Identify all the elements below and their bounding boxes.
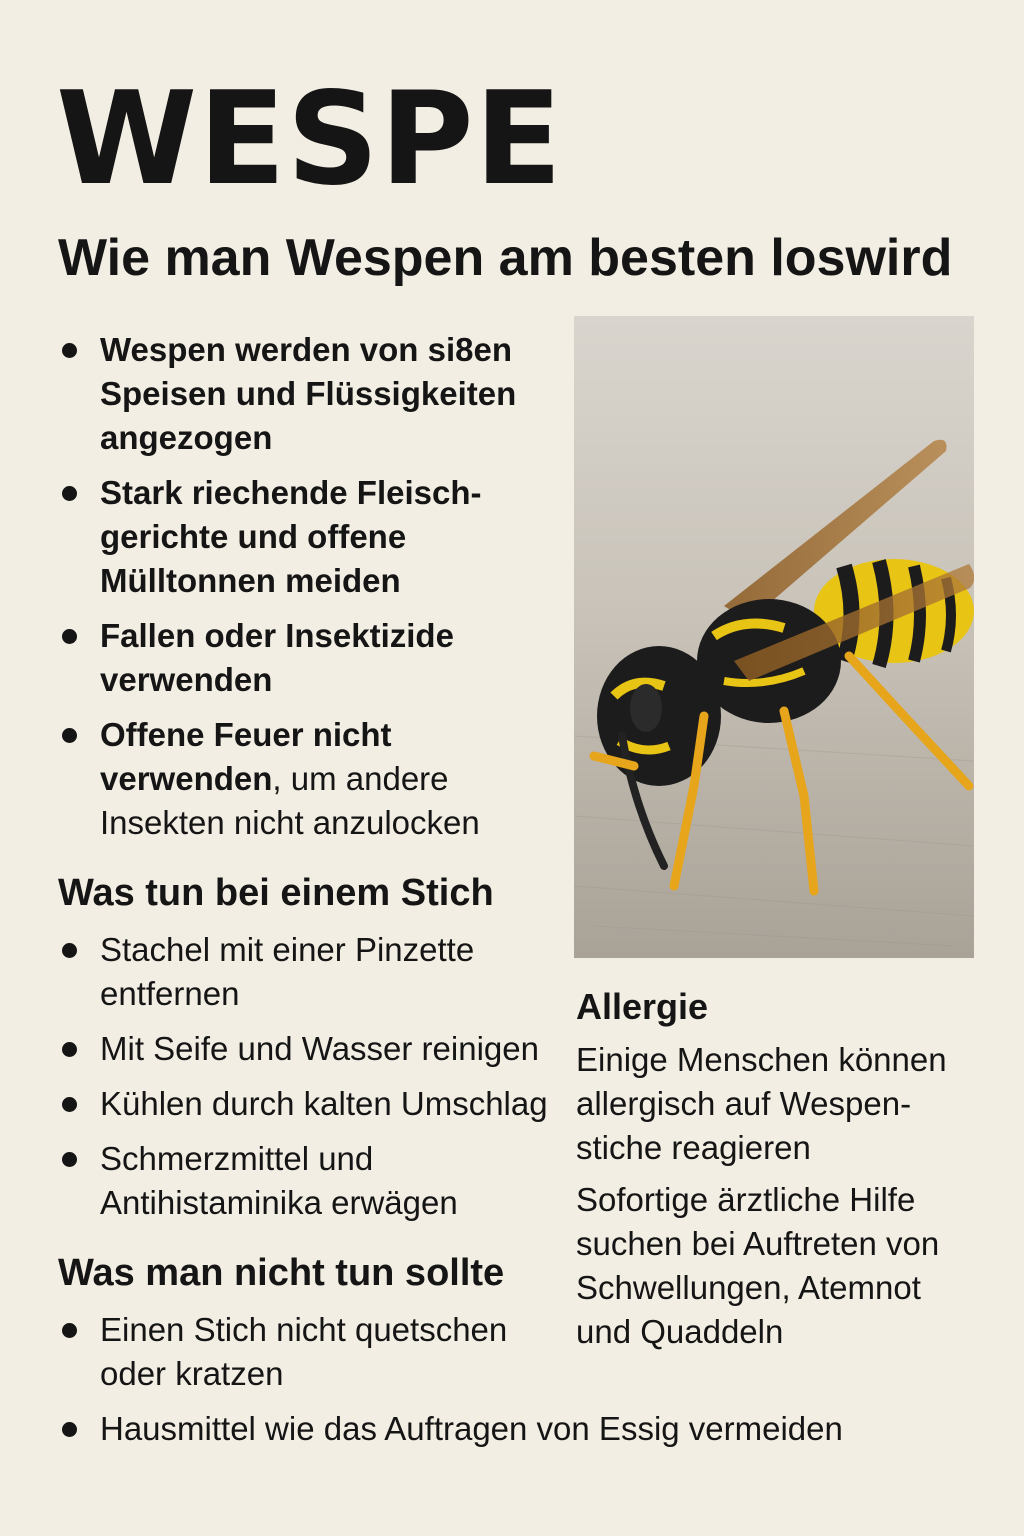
avoid-item: Hausmittel wie das Auftragen von Essig vermeiden <box>58 1407 1018 1451</box>
wasp-illustration <box>574 316 974 958</box>
allergy-text-1: Einige Menschen können allergisch auf Wespen-stiche reagieren <box>576 1041 947 1166</box>
sting-step-item: Schmerzmittel und Antihistaminika erwägen <box>58 1137 558 1225</box>
tip-item: Wespen werden von si8en Speisen und Flüssigkeiten angezogen <box>58 328 528 460</box>
prevention-tips-list <box>58 328 528 856</box>
avoid-item: Einen Stich nicht quetschen oder kratzen <box>58 1308 570 1396</box>
sting-step-item: Stachel mit einer Pinzette entfernen <box>58 928 558 1016</box>
page-title: WESPE <box>56 65 564 214</box>
sting-step-item: Kühlen durch kalten Umschlag <box>58 1082 558 1126</box>
tip-item: Fallen oder Insektizide verwenden <box>58 614 528 702</box>
tip-item: Offene Feuer nicht verwenden, um andere Insekten nicht anzulocken <box>58 713 528 845</box>
sting-heading: Was tun bei einem Stich <box>58 872 494 914</box>
page-subtitle: Wie man Wespen am besten loswird <box>58 229 953 287</box>
sting-steps-list <box>58 928 558 1236</box>
allergy-heading: Allergie <box>576 986 709 1027</box>
allergy-text-2: Sofortige ärztliche Hilfe suchen bei Auftreten von Schwellungen, Atemnot und Quaddeln <box>576 1181 940 1350</box>
sting-step-item: Mit Seife und Wasser reinigen <box>58 1027 558 1071</box>
tip-item: Stark riechende Fleisch-gerichte und offene Mülltonnen meiden <box>58 471 528 603</box>
wasp-photo <box>574 316 974 958</box>
avoid-heading: Was man nicht tun sollte <box>58 1252 505 1294</box>
